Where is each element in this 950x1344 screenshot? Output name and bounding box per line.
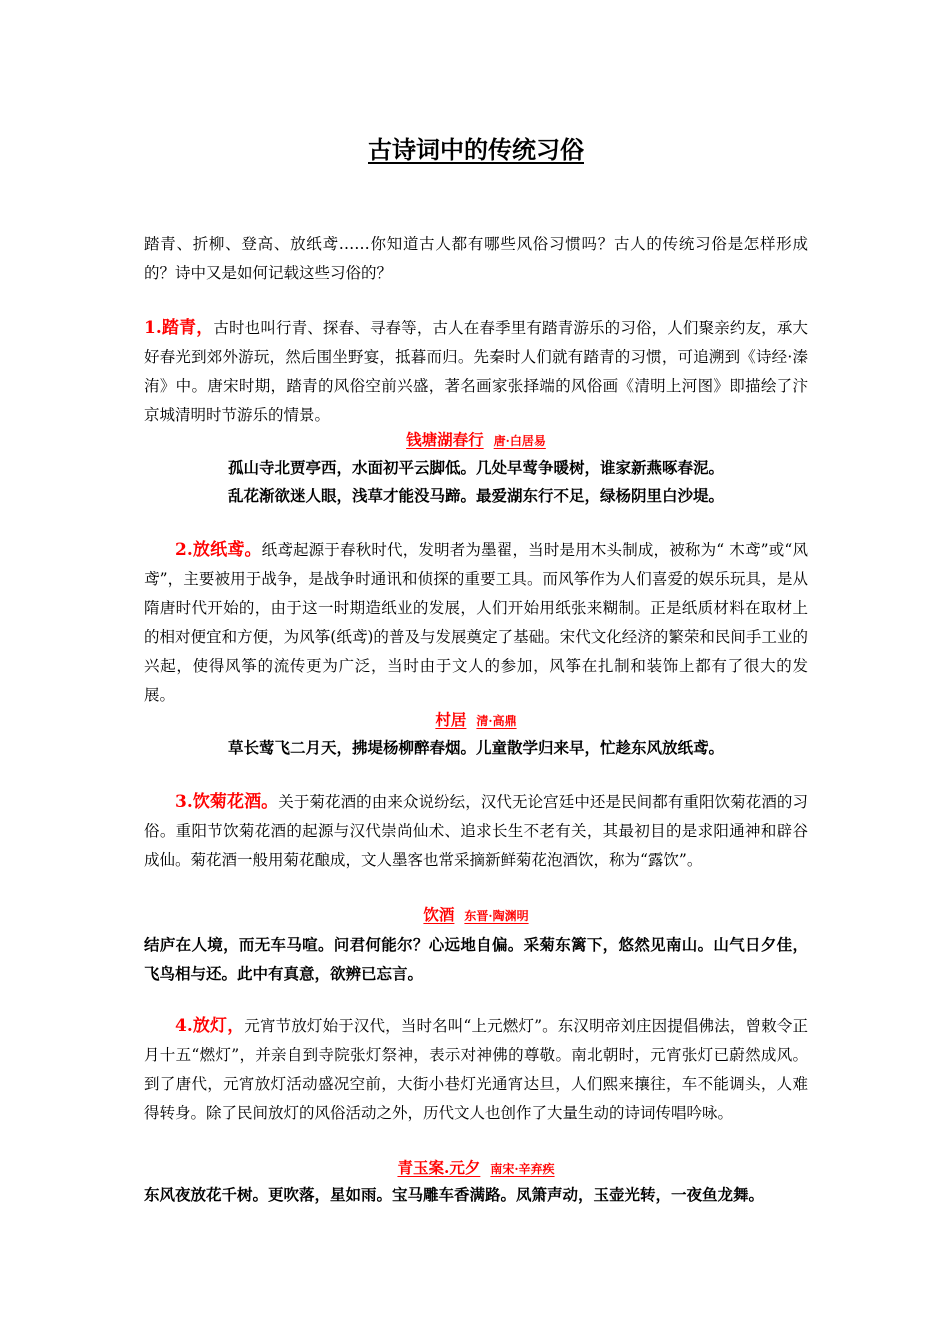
intro-paragraph: 踏青、折柳、登高、放纸鸢……你知道古人都有哪些风俗习惯吗？古人的传统习俗是怎样形成的？诗中又是如何记载这些习俗的？ [144, 235, 808, 282]
poem-title [144, 428, 808, 453]
section-body: 古时也叫行青、探春、寻春等，古人在春季里有踏青游乐的习俗，人们聚亲约友，承大好春光到郊外游玩，然后围坐野宴，抵暮而归。先秦时人们就有踏青的习惯，可追溯到《诗经·溱洧》中。唐宋时期，踏青的风俗空前兴盛，著名画家张择端的风俗画《清明上河图》即描绘了汴京城清明时节游乐的情景。 [144, 319, 808, 424]
poem-name: 青玉案.元夕 [397, 1158, 481, 1177]
section-heading: 1.踏青， [144, 318, 214, 338]
section-chrysanthemum-wine [144, 788, 808, 875]
section-body: 关于菊花酒的由来众说纷纭，汉代无论宫廷中还是民间都有重阳饮菊花酒的习俗。重阳节饮菊花酒的起源与汉代崇尚仙术、追求长生不老有关，其最初目的是求阳通神和辟谷成仙。菊花酒一般用菊花酿成，文人墨客也常采摘新鲜菊花泡酒饮，称为“露饮”。 [144, 793, 808, 869]
section-heading: 2.放纸鸢。 [175, 540, 262, 560]
section-lanterns [144, 1012, 808, 1128]
poem-line: 孤山寺北贾亭西，水面初平云脚低。几处早莺争暖树，谁家新燕啄春泥。 [227, 458, 724, 477]
poem-author: 东晋·陶渊明 [464, 909, 529, 923]
section-heading: 4.放灯， [175, 1016, 245, 1036]
poem-name: 饮酒 [423, 905, 455, 924]
poem-line: 草长莺飞二月天，拂堤杨柳醉春烟。儿童散学归来早，忙趁东风放纸鸢。 [227, 738, 724, 757]
section-kite [144, 536, 808, 710]
poem-name: 钱塘湖春行 [406, 430, 484, 449]
document-title [144, 136, 808, 164]
poem-line: 乱花渐欲迷人眼，浅草才能没马蹄。最爱湖东行不足，绿杨阴里白沙堤。 [227, 486, 724, 505]
poem-title [144, 903, 808, 928]
document-title-text: 古诗词中的传统习俗 [368, 135, 584, 164]
section-body: 纸鸢起源于春秋时代，发明者为墨翟，当时是用木头制成，被称为“ 木鸢”或“风鸢”，主要被用于战争，是战争时通讯和侦探的重要工具。而风筝作为人们喜爱的娱乐玩具，是从隋唐时代开始的，由于这一时期造纸业的发展，人们开始用纸张来糊制。正是纸质材料在取材上的相对便宜和方便，为风筝(纸鸢)的普及与发展奠定了基础。宋代文化经济的繁荣和民间手工业的兴起，使得风筝的流传更为广泛，当时由于文人的参加，风筝在扎制和装饰上都有了很大的发展。 [144, 541, 809, 704]
poem-author: 唐·白居易 [493, 434, 546, 448]
poem-name: 村居 [435, 710, 467, 729]
poem-line: 东风夜放花千树。更吹落，星如雨。宝马雕车香满路。凤箫声动，玉壶光转，一夜鱼龙舞。 [144, 1185, 765, 1204]
section-body: 元宵节放灯始于汉代，当时名叫“上元燃灯”。东汉明帝刘庄因提倡佛法，曾敕令正月十五“燃灯”，并亲自到寺院张灯祭神，表示对神佛的尊敬。南北朝时，元宵张灯已蔚然成风。到了唐代，元宵放灯活动盛况空前，大街小巷灯光通宵达旦，人们熙来攘往，车不能调头，人难得转身。除了民间放灯的风俗活动之外，历代文人也创作了大量生动的诗词传唱吟咏。 [144, 1017, 808, 1122]
poem-author: 清·高鼎 [476, 714, 517, 728]
poem-author: 南宋·辛弃疾 [490, 1162, 555, 1176]
section-heading: 3.饮菊花酒。 [175, 792, 279, 812]
poem-title [144, 1156, 808, 1181]
poem-title [144, 708, 808, 733]
poem-line: 结庐在人境，而无车马喧。问君何能尔？心远地自偏。采菊东篱下，悠然见南山。山气日夕佳，飞鸟相与还。此中有真意，欲辨已忘言。 [144, 935, 808, 983]
section-tanqing [144, 314, 808, 430]
